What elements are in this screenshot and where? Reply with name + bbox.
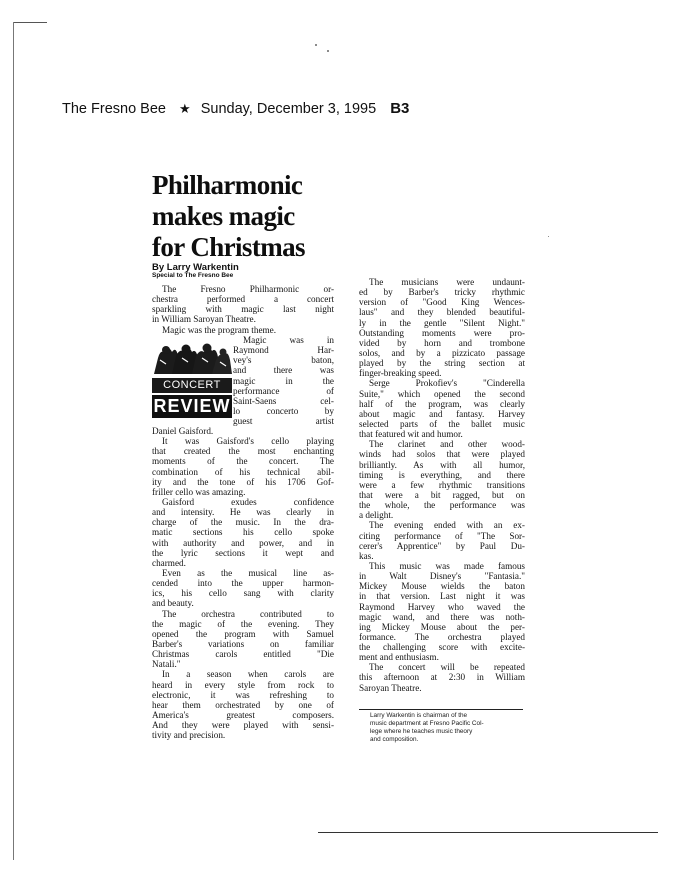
concert-review-logo (152, 340, 232, 419)
publication-date: Sunday, December 3, 1995 (200, 101, 377, 117)
text-line: and intensity. He was clearly in (152, 507, 334, 518)
text-line: this afternoon at 2:30 in William (359, 672, 525, 683)
text-line: opened the program with Samuel (152, 628, 334, 639)
text-line: tivity and precision. (152, 730, 226, 741)
text-line: magic wand, and there was noth- (359, 611, 525, 622)
text-line: vey's baton, (233, 355, 334, 366)
page-number: B3 (390, 100, 410, 117)
star-icon: ★ (179, 101, 191, 116)
text-line: sparkling with magic last night (152, 304, 334, 315)
text-line: Larry Warkentin is chairman of the (370, 712, 468, 719)
text-line: laus" and they blended beautiful- (359, 307, 525, 318)
text-line: and there was (233, 365, 334, 376)
text-line: heard in every style from rock to (152, 679, 334, 690)
logo-review-word: REVIEW (153, 396, 231, 416)
text-line: about magic and fantasy. Harvey (359, 408, 525, 419)
text-line: the lyric sections it wept and (152, 547, 334, 558)
text-line: Magic was the program theme. (162, 324, 277, 335)
text-line: vided by horn and trombone (359, 337, 525, 348)
text-line: played by the string section at (359, 358, 525, 369)
text-line: Even as the musical line as- (162, 567, 334, 578)
text-line: lo concerto by (233, 405, 334, 416)
bio-divider (359, 709, 523, 710)
text-line: selected parts of the ballet music (359, 418, 525, 429)
text-line: Mickey Mouse wields the baton (359, 581, 525, 592)
text-line: the magic of the evening. They (152, 618, 334, 629)
text-line: It was Gaisford's cello playing (162, 436, 334, 447)
text-line: charge of the music. In the dra- (152, 517, 334, 528)
text-line: Gaisford exudes confidence (162, 496, 334, 507)
text-line: formance. The orchestra played (359, 631, 525, 642)
logo-concert-word: CONCERT (152, 378, 232, 393)
text-line: Barber's variations on familiar (152, 638, 334, 649)
headline-line: Philharmonic (152, 170, 303, 200)
text-line: version of "Good King Wences- (359, 297, 525, 308)
text-line: ics, his cello sang with clarity (152, 588, 334, 599)
scan-corner-mark (13, 22, 47, 23)
text-line: ity and the tone of his 1706 Gof- (152, 476, 334, 487)
text-line: Magic was in (243, 335, 334, 345)
scan-speck (548, 236, 549, 237)
scan-bottom-rule (318, 832, 658, 833)
text-line: that featured wit and humor. (359, 429, 463, 440)
text-line: that created the most enchanting (152, 446, 334, 457)
text-line: with authority and power, and in (152, 537, 334, 548)
text-line: brilliantly. As with all humor, (359, 459, 525, 470)
text-line: This music was made famous (369, 560, 525, 571)
text-line: ed by Barber's tricky rhythmic (359, 287, 525, 298)
left-column-wrap (233, 335, 334, 426)
text-line: electronic, it was refreshing to (152, 689, 334, 700)
text-line: timing is everything, and there (359, 469, 525, 480)
text-line: The musicians were undaunt- (369, 277, 525, 287)
text-line: guest artist (233, 416, 334, 427)
text-line: in that version. Last night it was (359, 591, 525, 602)
scan-speck (315, 44, 317, 46)
performers-silhouette-icon (152, 340, 232, 376)
text-line: citing performance of "The Sor- (359, 530, 525, 541)
text-line: performance of (233, 385, 334, 396)
text-line: The Fresno Philharmonic or- (162, 284, 334, 294)
headline-line: for Christmas (152, 232, 305, 262)
text-line: ly in the gentle "Silent Night." (359, 317, 525, 328)
text-line: lege where he teaches music theory (370, 728, 473, 735)
text-line: chestra performed a concert (152, 294, 334, 305)
article-headline (152, 170, 352, 263)
text-line: Daniel Gaisford. (152, 426, 214, 436)
scan-speck (327, 50, 329, 52)
text-line: The concert will be repeated (369, 662, 525, 673)
text-line: hear them orchestrated by one of (152, 699, 334, 710)
text-line: in Walt Disney's "Fantasia." (359, 571, 525, 582)
text-line: The clarinet and other wood- (369, 439, 525, 450)
left-column-bottom (152, 426, 334, 740)
text-line: a delight. (359, 510, 394, 521)
text-line: America's greatest composers. (152, 709, 334, 720)
text-line: solos, and by a pizzicato passage (359, 347, 525, 358)
byline: By Larry Warkentin (152, 262, 239, 273)
text-line: winds had solos that were played (359, 449, 525, 460)
text-line: finger-breaking speed. (359, 368, 442, 379)
author-bio (370, 712, 525, 744)
right-column (359, 277, 525, 693)
text-line: Saint-Saens cel- (233, 395, 334, 406)
text-line: half of the program, was clearly (359, 398, 525, 409)
text-line: ing Mickey Mouse about the per- (359, 621, 525, 632)
text-line: cended into the upper harmon- (152, 578, 334, 589)
left-column-top (152, 284, 334, 335)
text-line: cerer's Apprentice" by Paul Du- (359, 540, 525, 551)
text-line: and composition. (370, 736, 419, 743)
text-line: magic in the (233, 375, 334, 386)
text-line: And they were played with sensi- (152, 720, 334, 731)
text-line: music department at Fresno Pacific Col- (370, 720, 484, 727)
text-line: and beauty. (152, 598, 194, 609)
newspaper-name: The Fresno Bee (62, 101, 166, 117)
text-line: The orchestra contributed to (162, 608, 334, 619)
text-line: kas. (359, 550, 374, 561)
text-line: The evening ended with an ex- (369, 520, 525, 531)
text-line: Raymond Harvey who waved the (359, 601, 525, 612)
text-line: the challenging score with excite- (359, 642, 525, 653)
text-line: matic sections his cello spoke (152, 527, 334, 538)
text-line: In a season when carols are (162, 669, 334, 680)
text-line: Saroyan Theatre. (359, 682, 422, 693)
text-line: Suite," which opened the second (359, 388, 525, 399)
text-line: ment and enthusiasm. (359, 652, 439, 663)
text-line: that were a bit ragged, but on (359, 489, 525, 500)
text-line: moments of the concert. The (152, 456, 334, 467)
text-line: Serge Prokofiev's "Cinderella (369, 378, 525, 389)
headline-line: makes magic (152, 201, 295, 231)
text-line: were a few rhythmic transitions (359, 479, 525, 490)
scan-edge-line (13, 22, 14, 860)
text-line: Natali." (152, 659, 181, 670)
text-line: Raymond Har- (233, 345, 334, 356)
text-line: in William Saroyan Theatre. (152, 314, 256, 325)
text-line: combination of his technical abil- (152, 466, 334, 477)
text-line: charmed. (152, 557, 186, 568)
text-line: friller cello was amazing. (152, 486, 246, 497)
text-line: Outstanding moments were pro- (359, 327, 525, 338)
text-line: Christmas carols entitled "Die (152, 649, 334, 660)
text-line: the whole, the performance was (359, 500, 525, 511)
byline-affiliation: Special to The Fresno Bee (152, 272, 234, 279)
masthead (62, 100, 409, 120)
